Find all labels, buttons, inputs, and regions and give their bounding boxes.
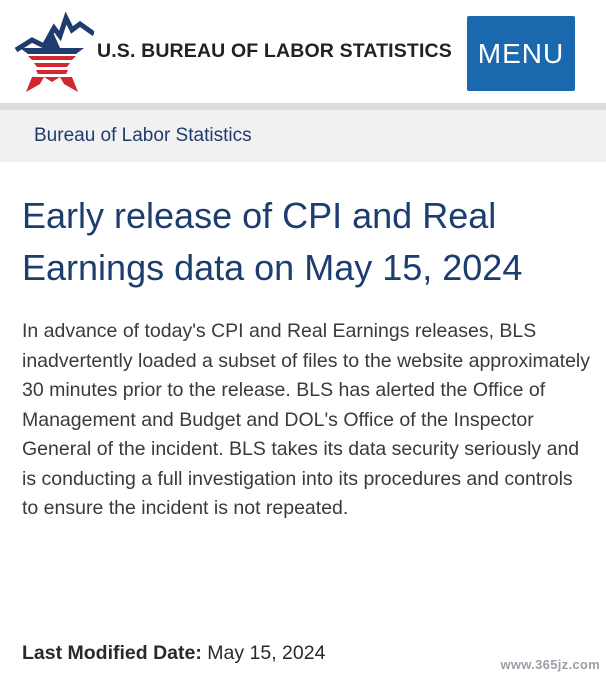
bls-star-logo-icon[interactable] [14, 12, 94, 94]
page-title: Early release of CPI and Real Earnings data on May 15, 2024 [22, 195, 523, 288]
article-body: In advance of today's CPI and Real Earnings releases, BLS inadvertently loaded a subset of files to the website approximately 30 minutes prior to the release. BLS has alerted the Office of Management and Budget and DOL's Office of the Inspector General of the incident. BLS takes its data security seriously and is conducting a full investigation into its procedures and controls to ensure the incident is not repeated. [22, 320, 590, 519]
last-modified [22, 642, 325, 665]
site-header [0, 0, 606, 103]
last-modified-label: Last Modified Date: [22, 642, 202, 664]
header-divider [0, 103, 606, 110]
site-name[interactable]: U.S. BUREAU OF LABOR STATISTICS [97, 40, 452, 62]
watermark: www.365jz.com [500, 657, 600, 672]
breadcrumb-link-bls[interactable]: Bureau of Labor Statistics [34, 125, 252, 146]
menu-button[interactable]: MENU [467, 16, 575, 91]
breadcrumb [0, 110, 606, 162]
last-modified-value: May 15, 2024 [207, 642, 326, 664]
